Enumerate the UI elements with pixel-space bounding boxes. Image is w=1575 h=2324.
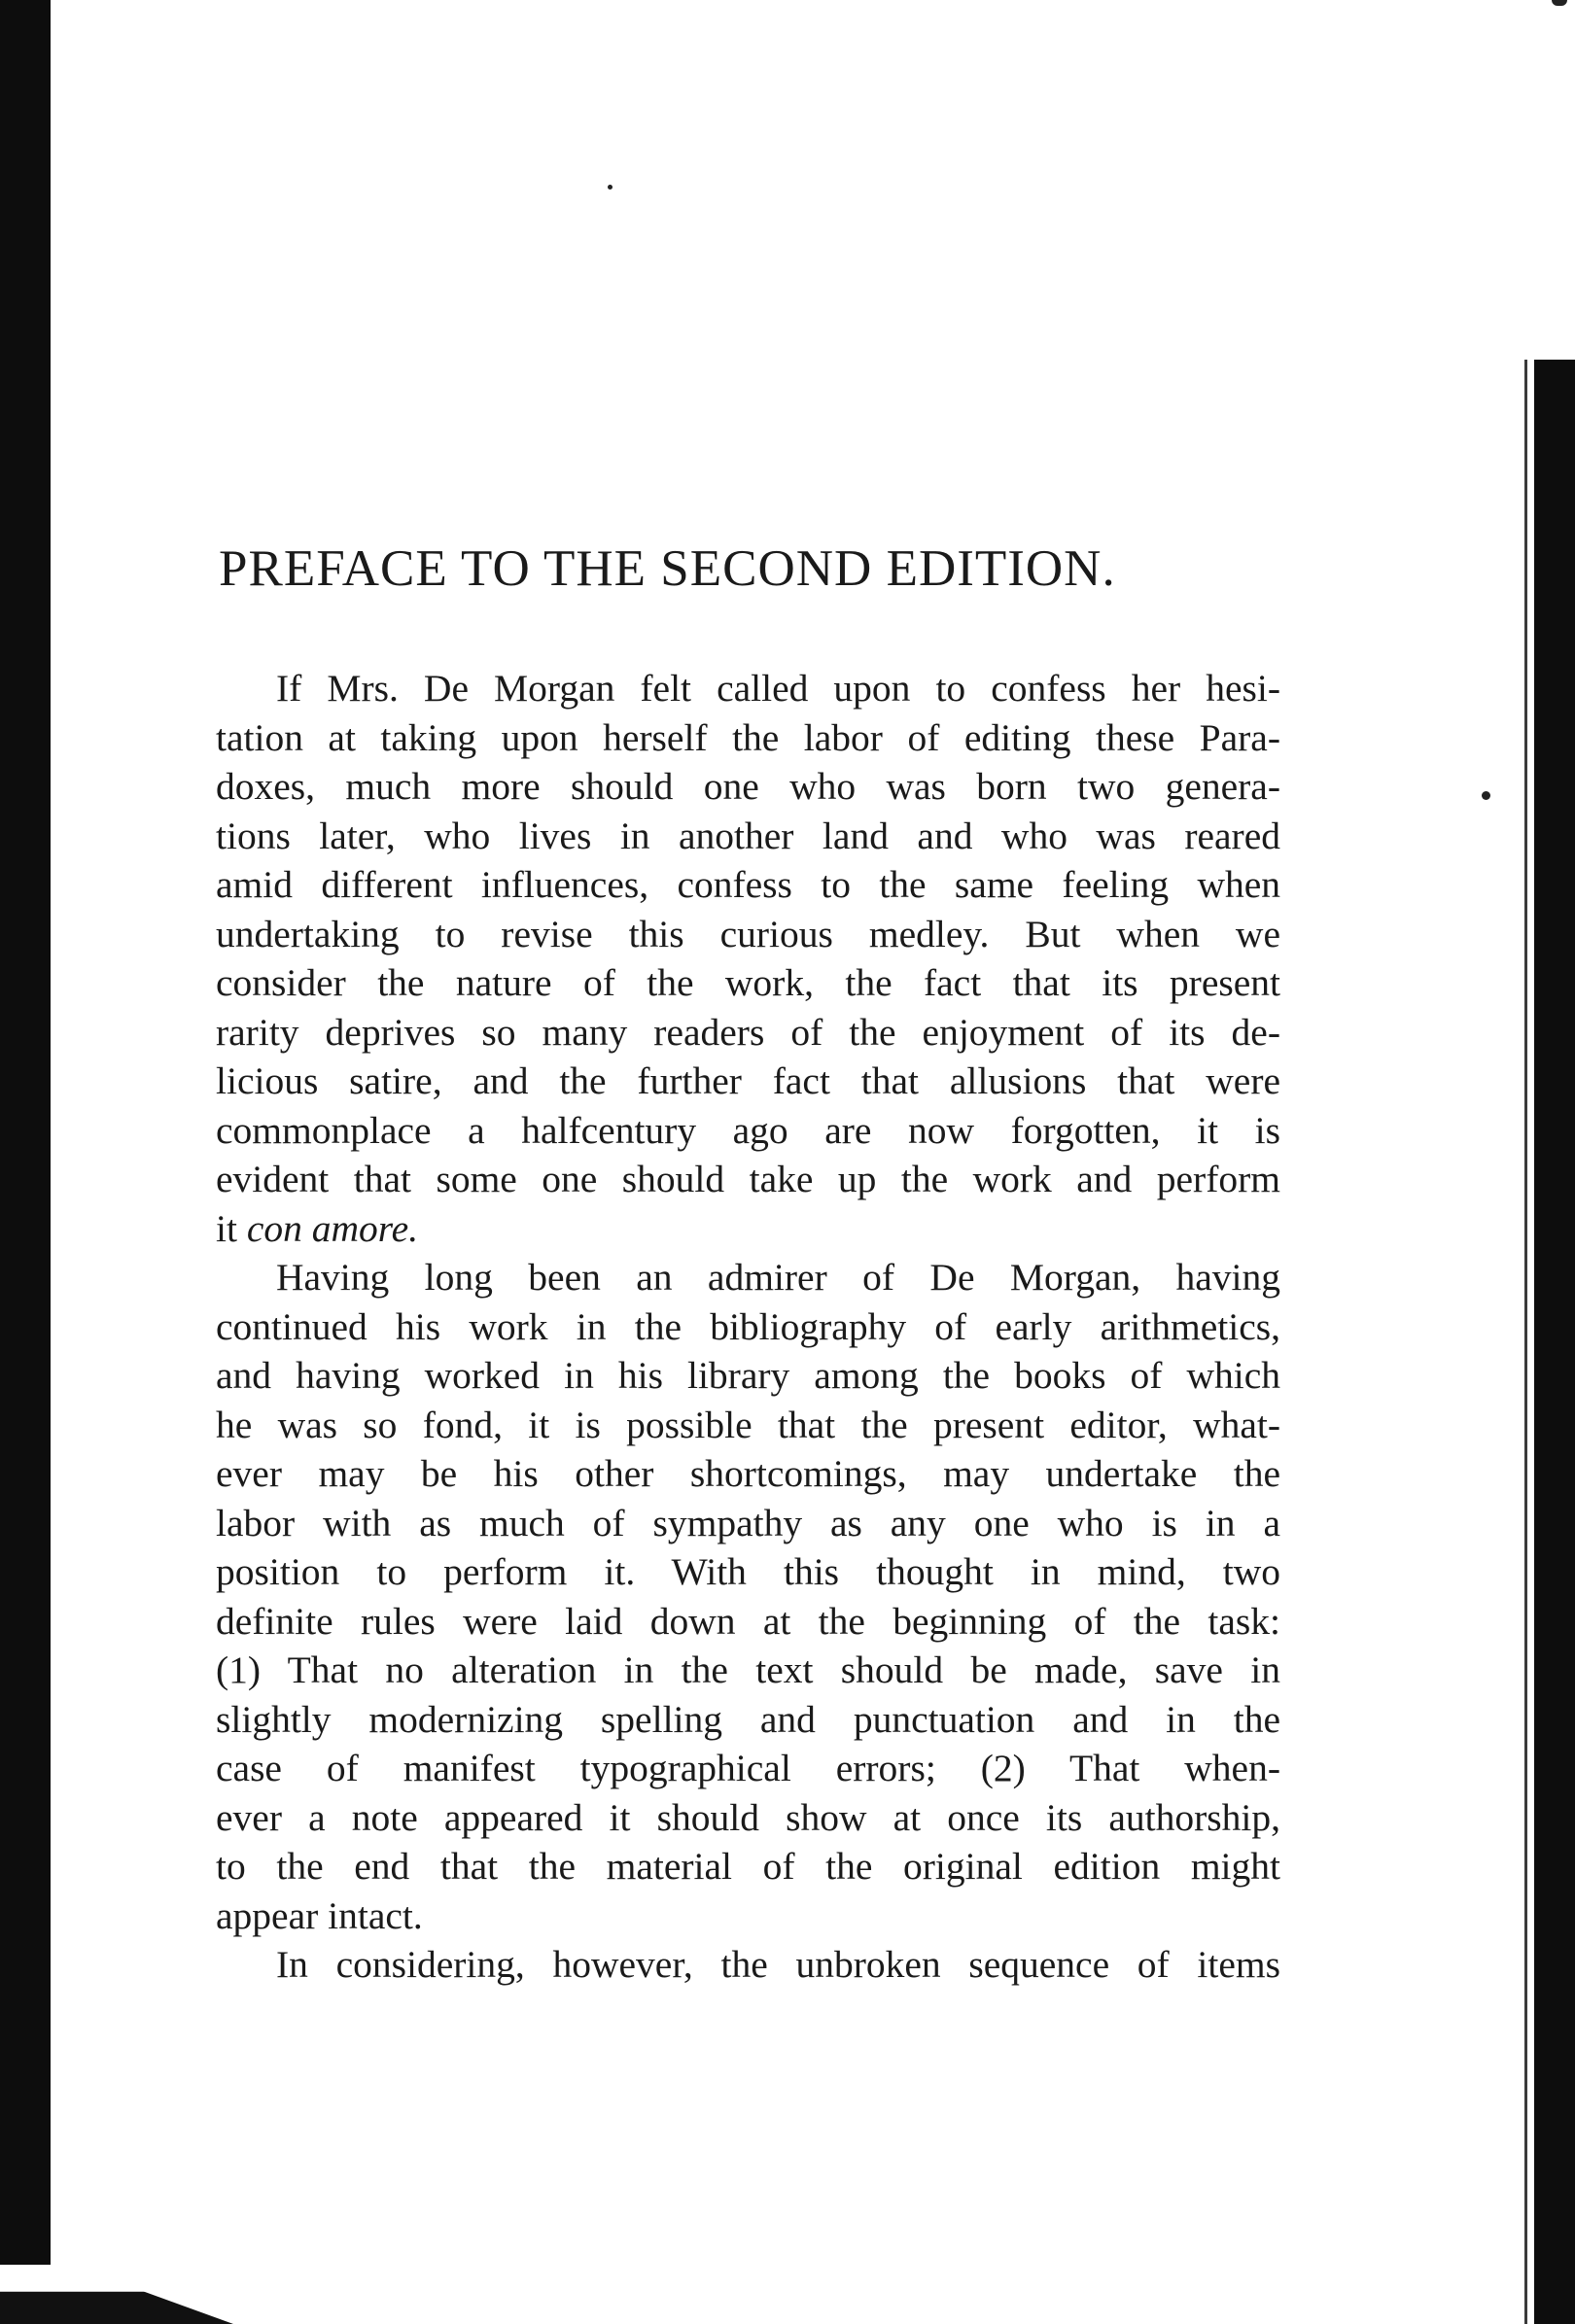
scan-right-rule	[1524, 360, 1527, 2324]
text-line: (1) That no alteration in the text should be made, save in	[216, 1648, 1280, 1691]
paragraph-1	[216, 664, 1280, 1253]
text-line: case of manifest typographical errors; (2) That when-	[216, 1747, 1280, 1789]
text-line: Having long been an admirer of De Morgan, having	[276, 1256, 1280, 1299]
text-line: definite rules were laid down at the beginning of the task:	[216, 1599, 1280, 1643]
text-line: tions later, who lives in another land and who was reared	[216, 814, 1280, 857]
paragraph-2	[216, 1253, 1280, 1940]
text-line: appear intact.	[216, 1893, 423, 1937]
scan-left-edge-foot	[0, 2265, 233, 2324]
text-line: he was so fond, it is possible that the present editor, what-	[216, 1403, 1280, 1446]
text-line: labor with as much of sympathy as any one who is in a	[216, 1501, 1280, 1544]
text-line: to the end that the material of the original edition might	[216, 1845, 1280, 1888]
text-line: amid different influences, confess to the same feeling when	[216, 863, 1280, 906]
text-line	[216, 1204, 1280, 1254]
text-line: rarity deprives so many readers of the enjoyment of its de-	[216, 1010, 1280, 1054]
text-line: tation at taking upon herself the labor of editing these Para-	[216, 715, 1280, 759]
text-line: continued his work in the bibliography of early arithmetics,	[216, 1304, 1280, 1348]
text-line: ever a note appeared it should show at once its authorship,	[216, 1795, 1280, 1839]
text-line: ever may be his other shortcomings, may undertake the	[216, 1452, 1280, 1495]
text-line: licious satire, and the further fact that allusions that were	[216, 1059, 1280, 1102]
scan-left-edge	[0, 0, 51, 2324]
scan-speck	[608, 185, 612, 190]
text-line: evident that some one should take up the work and perform	[216, 1158, 1280, 1200]
paragraph-3	[216, 1940, 1280, 1990]
text-line: undertaking to revise this curious medley. But when we	[216, 912, 1280, 955]
text-line: slightly modernizing spelling and punctuation and in the	[216, 1697, 1280, 1741]
text-line: position to perform it. With this thought in mind, two	[216, 1550, 1280, 1593]
italic-phrase: con amore.	[246, 1206, 419, 1250]
text-line: doxes, much more should one who was born two genera-	[216, 765, 1280, 808]
text-fragment: it	[216, 1206, 247, 1250]
scan-right-edge	[1534, 360, 1575, 2324]
text-line: If Mrs. De Morgan felt called upon to confess her hesi-	[276, 667, 1280, 710]
body-text	[216, 664, 1280, 1990]
text-line: commonplace a halfcentury ago are now forgotten, it is	[216, 1108, 1280, 1152]
page-title: PREFACE TO THE SECOND EDITION.	[219, 540, 1116, 597]
text-line: consider the nature of the work, the fact that its present	[216, 961, 1280, 1004]
text-line: In considering, however, the unbroken sequence of items	[276, 1943, 1280, 1986]
scan-corner-mark	[1552, 0, 1567, 6]
scan-speck	[1482, 791, 1490, 800]
text-line: and having worked in his library among the books of which	[216, 1354, 1280, 1397]
